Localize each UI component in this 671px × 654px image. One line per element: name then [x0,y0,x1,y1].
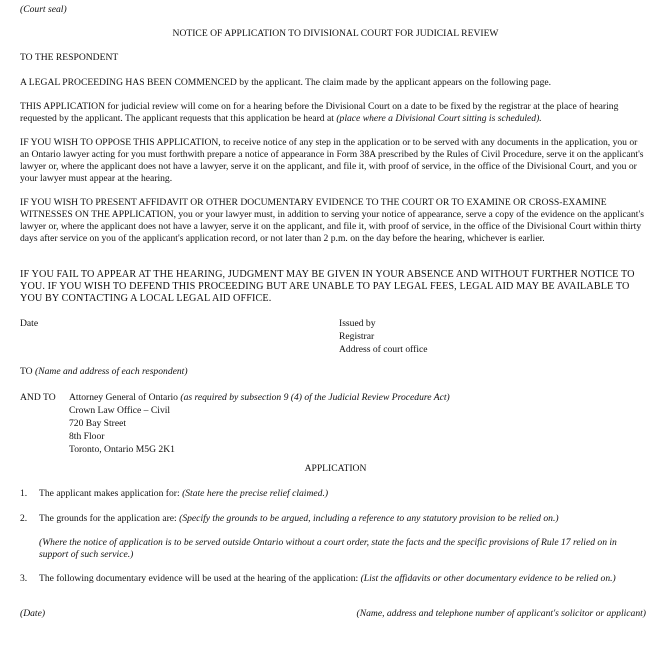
item-relief-text: The applicant makes application for: [39,488,180,499]
address-line: 720 Bay Street [69,418,127,429]
item-evidence-text: The following documentary evidence will be used at the hearing of the application: [39,573,359,584]
court-address-label: Address of court office [339,344,428,355]
issued-by-label: Issued by [339,318,376,329]
to-line [20,366,188,378]
to-label: TO [20,366,33,377]
attorney-general-note: (as required by subsection 9 (4) of the Judicial Review Procedure Act) [180,392,450,403]
attorney-general-line [69,392,659,404]
address-line: Toronto, Ontario M5G 2K1 [69,444,175,455]
and-to-label: AND TO [20,392,56,403]
date-label: Date [20,318,39,329]
application-heading: APPLICATION [304,463,367,474]
item-evidence [39,573,649,585]
footer-date: (Date) [20,608,46,619]
evidence-paragraph: IF YOU WISH TO PRESENT AFFIDAVIT OR OTHER DOCUMENTARY EVIDENCE TO THE COURT OR TO EXAMINE OR CROSS-EXAMINE WITNESSES ON THE APPLICATION, you or your lawyer must, in addition to serving your notice of appearance, serve a copy of the evidence on the applicant's lawyer or, where the applicant does not have a lawyer, serve it on the applicant, and file it, with proof of service, in the office of the Divisional Court within thirty days after service on you of the applicant's application record, or not later than 2 p.m. on the day before the hearing, whichever is earlier. [20,197,644,244]
item-relief-placeholder: (State here the precise relief claimed.) [182,488,329,499]
address-line: Crown Law Office – Civil [69,405,171,416]
address-line: 8th Floor [69,431,105,442]
hearing-paragraph [20,101,648,125]
item-number: 3. [20,573,28,584]
item-number: 2. [20,513,28,524]
commenced-paragraph: A LEGAL PROCEEDING HAS BEEN COMMENCED by the applicant. The claim made by the applicant appears on the following page. [20,77,552,88]
registrar-label: Registrar [339,331,375,342]
footer-solicitor: (Name, address and telephone number of applicant's solicitor or applicant) [356,608,646,619]
hearing-paragraph-text: THIS APPLICATION for judicial review will come on for a hearing before the Divisional Court on a date to be fixed by the registrar at the place of hearing requested by the applicant. The applicant requests that this application be heard at [20,101,619,124]
respondent-placeholder: (Name and address of each respondent) [35,366,188,377]
item-number: 1. [20,488,28,499]
item-relief [39,488,649,500]
oppose-paragraph: IF YOU WISH TO OPPOSE THIS APPLICATION, to receive notice of any step in the application or to be served with any documents in the application, you or an Ontario lawyer acting for you must forthwith prepare a notice of appearance in Form 38A prescribed by the Rules of Civil Procedure, serve it on the applicant's lawyer or, where the applicant does not have a lawyer, serve it on the applicant, and file it, with proof of service, in the office of the Divisional Court, and you or your lawyer must appear at the hearing. [20,137,644,184]
to-respondent-heading: TO THE RESPONDENT [20,52,119,63]
item-grounds-text: The grounds for the application are: [39,513,177,524]
attorney-general-name: Attorney General of Ontario [69,392,178,403]
hearing-place-placeholder: (place where a Divisional Court sitting is scheduled). [336,113,542,124]
item-evidence-placeholder: (List the affidavits or other documentary evidence to be relied on.) [360,573,616,584]
fail-to-appear-paragraph: IF YOU FAIL TO APPEAR AT THE HEARING, JUDGMENT MAY BE GIVEN IN YOUR ABSENCE AND WITHOUT FURTHER NOTICE TO YOU. IF YOU WISH TO DEFEND THIS PROCEEDING BUT ARE UNABLE TO PAY LEGAL FEES, LEGAL AID MAY BE AVAILABLE TO YOU BY CONTACTING A LOCAL LEGAL AID OFFICE. [20,269,635,304]
item-grounds [39,513,649,525]
item-grounds-placeholder: (Specify the grounds to be argued, including a reference to any statutory provision to be relied on.) [179,513,559,524]
service-note: (Where the notice of application is to be served outside Ontario without a court order, state the facts and the specific provisions of Rule 17 relied on in support of such service.) [39,537,617,560]
court-seal-label: (Court seal) [20,4,67,15]
document-title: NOTICE OF APPLICATION TO DIVISIONAL COURT FOR JUDICIAL REVIEW [172,28,499,39]
